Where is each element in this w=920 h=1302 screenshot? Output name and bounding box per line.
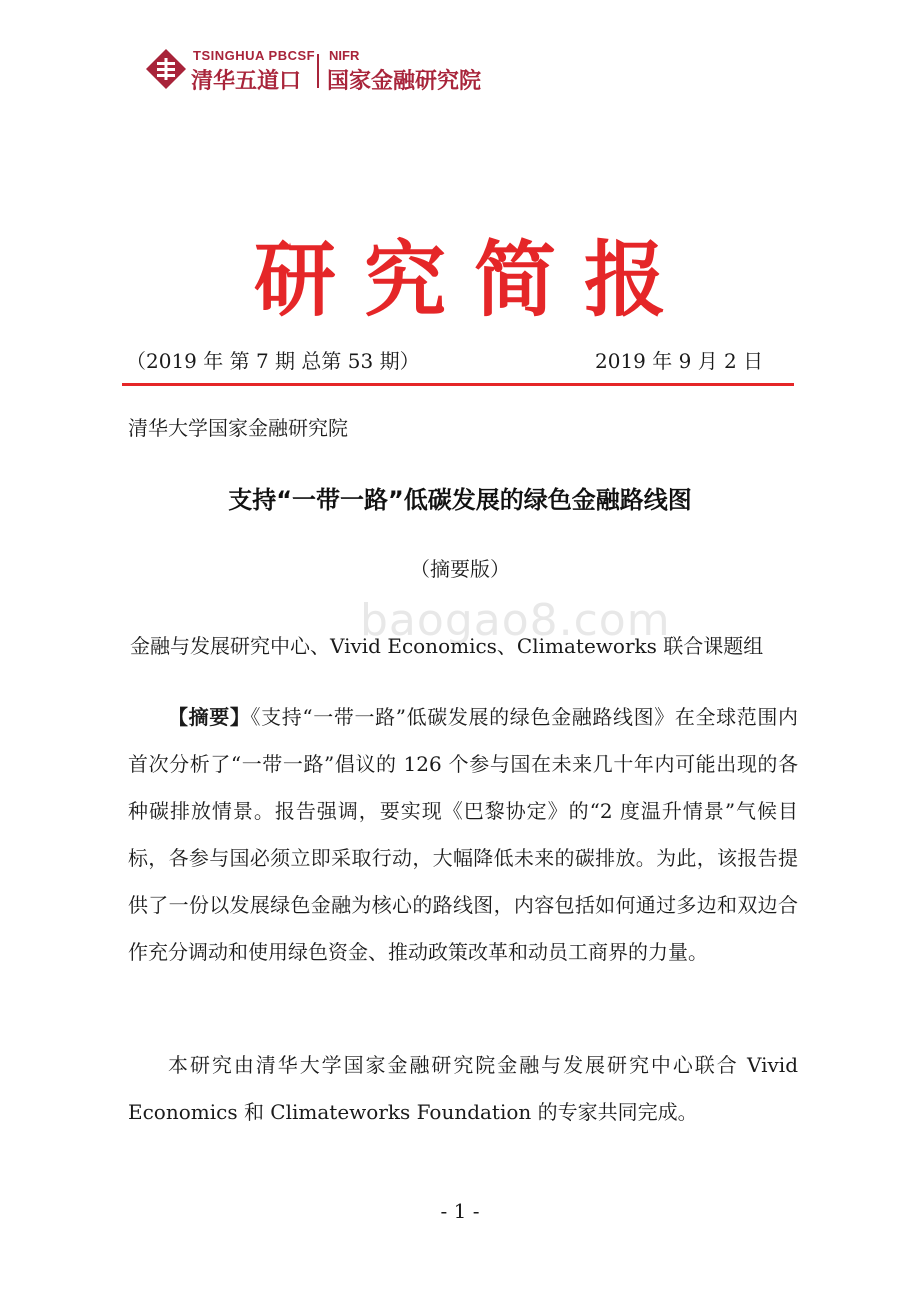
abstract-paragraph xyxy=(128,694,798,976)
issue-date: 2019 年 9 月 2 日 xyxy=(595,349,764,373)
masthead-title: 研究简报 xyxy=(253,232,694,328)
page-number: - 1 - xyxy=(440,1199,480,1223)
issue-info: （2019 年 第 7 期 总第 53 期） xyxy=(126,349,420,373)
tsinghua-emblem-icon xyxy=(145,48,187,90)
logo-english-right: NIFR xyxy=(329,48,360,63)
body-paragraph: 本研究由清华大学国家金融研究院金融与发展研究中心联合 Vivid Economics 和 Climateworks Foundation 的专家共同完成。 xyxy=(128,1053,798,1124)
abstract-text: 《支持“一带一路”低碳发展的绿色金融路线图》在全球范围内首次分析了“一带一路”倡议的 126 个参与国在未来几十年内可能出现的各种碳排放情景。报告强调，要实现《巴黎协定》的“2 度温升情景”气候目标，各参与国必须立即采取行动，大幅降低未来的碳排放。为此，该报告提供了一份以发展绿色金融为核心的路线图，内容包括如何通过多边和双边合作充分调动和使用绿色资金、推动政策改革和动员工商界的力量。 xyxy=(128,705,799,964)
logo-chinese-right: 国家金融研究院 xyxy=(327,69,482,94)
logo-divider xyxy=(317,54,319,88)
article-authors: 金融与发展研究中心、Vivid Economics、Climateworks 联合课题组 xyxy=(130,634,764,658)
article-subtitle: （摘要版） xyxy=(410,557,510,581)
institution-logo xyxy=(145,46,505,94)
logo-english-left: TSINGHUA PBCSF xyxy=(193,48,316,63)
watermark: baogao8.com xyxy=(360,595,671,646)
logo-chinese-left: 清华五道口 xyxy=(191,69,302,94)
organization-name: 清华大学国家金融研究院 xyxy=(128,416,348,440)
header-divider xyxy=(122,383,794,386)
abstract-label: 【摘要】 xyxy=(168,705,251,729)
article-title: 支持“一带一路”低碳发展的绿色金融路线图 xyxy=(228,486,692,514)
